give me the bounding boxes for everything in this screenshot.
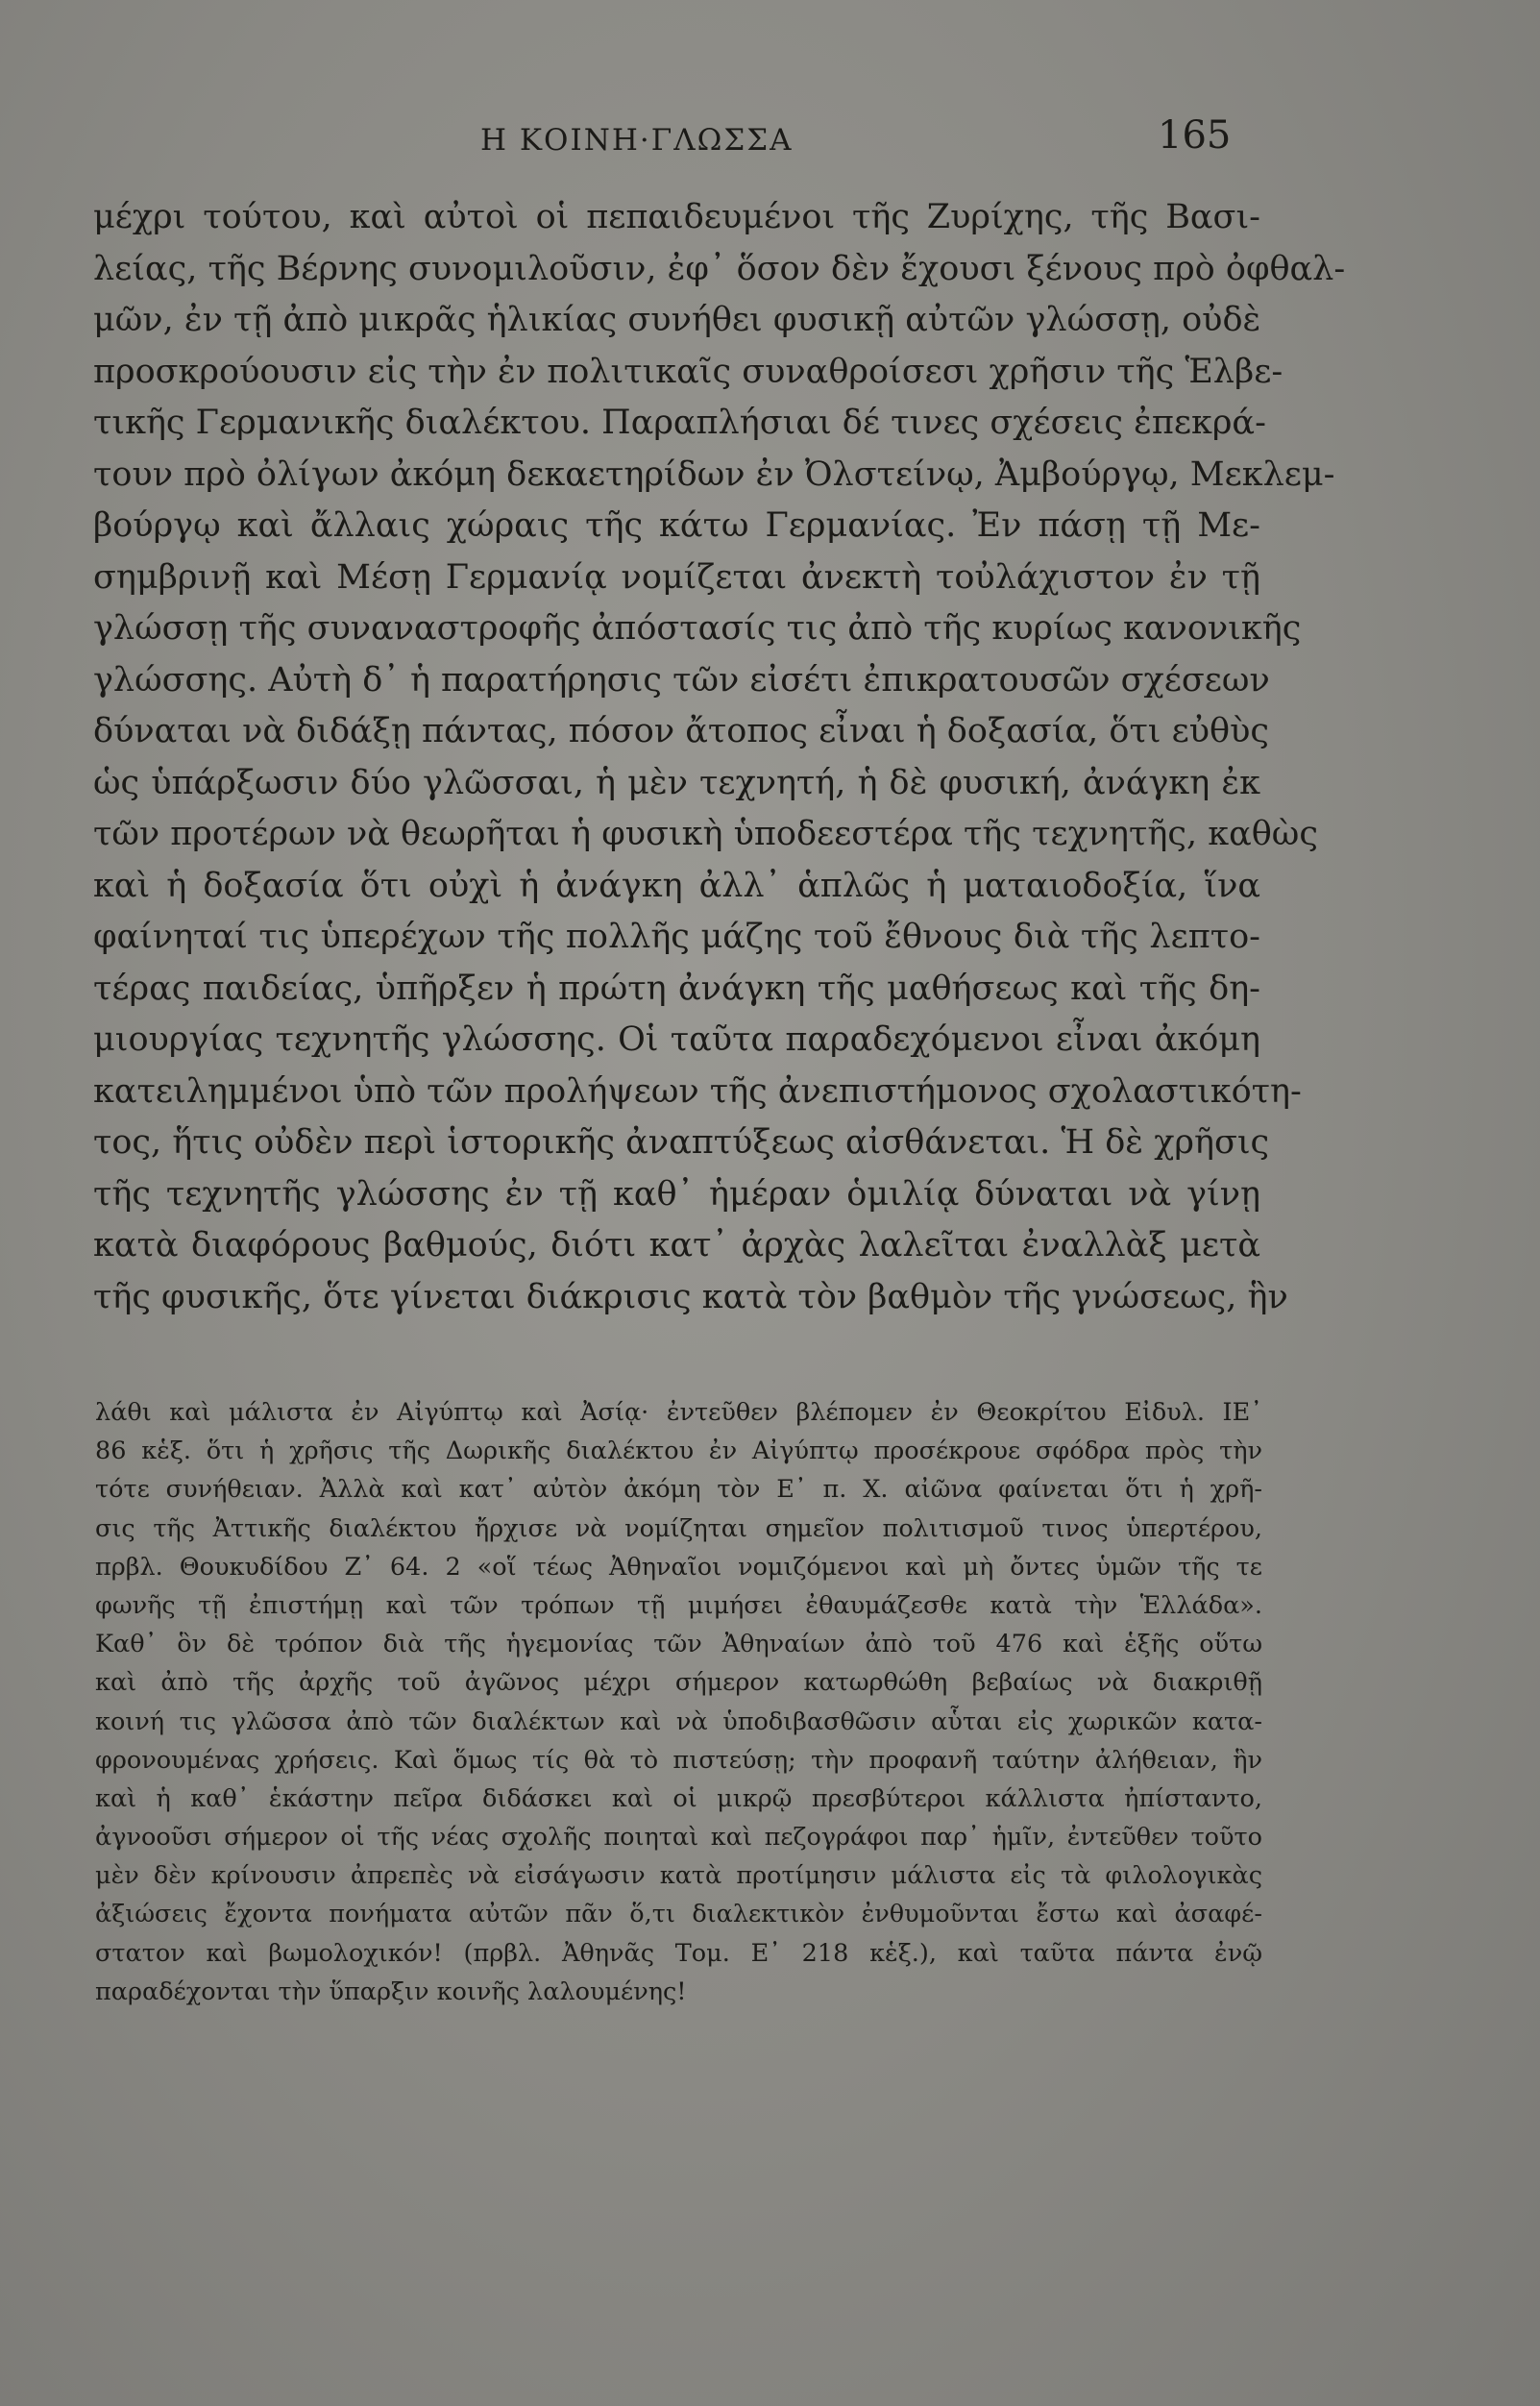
text-line: μιουργίας τεχνητῆς γλώσσης. Οἱ ταῦτα παραδεχόμενοι εἶναι ἀκόμη xyxy=(93,1020,1260,1059)
footnote-line: στατον καὶ βωμολοχικόν! (πρβλ. Ἀθηνᾶς Τομ. Ε᾿ 218 κἑξ.), καὶ ταῦτα πάντα ἐνῷ xyxy=(95,1938,1262,1968)
text-line: τουν πρὸ ὀλίγων ἀκόμη δεκαετηρίδων ἐν Ὀλστείνῳ, Ἀμβούργῳ, Μεκλεμ- xyxy=(93,454,1335,494)
text-line: τος, ἥτις οὐδὲν περὶ ἱστορικῆς ἀναπτύξεως αἰσθάνεται. Ἡ δὲ χρῆσις xyxy=(93,1123,1270,1162)
footnote-line: φρονουμένας χρήσεις. Καὶ ὅμως τίς θὰ τὸ πιστεύσῃ; τὴν προφανῆ ταύτην ἀλήθειαν, ἣν xyxy=(95,1745,1262,1775)
main-text xyxy=(93,192,1346,1323)
text-line: τέρας παιδείας, ὑπῆρξεν ἡ πρώτη ἀνάγκη τῆς μαθήσεως καὶ τῆς δη- xyxy=(93,969,1260,1008)
text-line: μῶν, ἐν τῇ ἀπὸ μικρᾶς ἡλικίας συνήθει φυσικῇ αὐτῶν γλώσσῃ, οὐδὲ xyxy=(93,301,1261,339)
footnote-line: ἀγνοοῦσι σήμερον οἱ τῆς νέας σχολῆς ποιηταὶ καὶ πεζογράφοι παρ᾿ ἡμῖν, ἐντεῦθεν τοῦτο xyxy=(95,1823,1262,1853)
text-line: σημβρινῇ καὶ Μέσῃ Γερμανίᾳ νομίζεται ἀνεκτὴ τοὐλάχιστον ἐν τῇ xyxy=(93,557,1260,597)
text-line: δύναται νὰ διδάξῃ πάντας, πόσον ἄτοπος εἶναι ἡ δοξασία, ὅτι εὐθὺς xyxy=(93,712,1270,750)
text-line: μέχρι τούτου, καὶ αὐτοὶ οἱ πεπαιδευμένοι τῆς Ζυρίχης, τῆς Βασι- xyxy=(93,198,1260,236)
text-line: ὡς ὑπάρξωσιν δύο γλῶσσαι, ἡ μὲν τεχνητή, ἡ δὲ φυσική, ἀνάγκη ἐκ xyxy=(93,763,1260,802)
text-line: βούργῳ καὶ ἄλλαις χώραις τῆς κάτω Γερμανίας. Ἐν πάσῃ τῇ Με- xyxy=(93,506,1260,545)
footnote-line: φωνῆς τῇ ἐπιστήμῃ καὶ τῶν τρόπων τῇ μιμήσει ἐθαυμάζεσθε κατὰ τὴν Ἑλλάδα». xyxy=(95,1590,1262,1620)
footnote-line: μὲν δὲν κρίνουσιν ἀπρεπὲς νὰ εἰσάγωσιν κατὰ προτίμησιν μάλιστα εἰς τὰ φιλολογικὰς xyxy=(95,1861,1262,1891)
text-line: καὶ ἡ δοξασία ὅτι οὐχὶ ἡ ἀνάγκη ἀλλ᾿ ἁπλῶς ἡ ματαιοδοξία, ἵνα xyxy=(93,866,1260,905)
text-line: φαίνηταί τις ὑπερέχων τῆς πολλῆς μάζης τοῦ ἔθνους διὰ τῆς λεπτο- xyxy=(93,918,1260,956)
running-header xyxy=(0,113,1540,171)
text-line: τῶν προτέρων νὰ θεωρῆται ἡ φυσικὴ ὑποδεεστέρα τῆς τεχνητῆς, καθὼς xyxy=(93,815,1318,853)
footnote-line: λάθι καὶ μάλιστα ἐν Αἰγύπτῳ καὶ Ἀσίᾳ· ἐντεῦθεν βλέπομεν ἐν Θεοκρίτου Εἰδυλ. ΙΕ᾿ xyxy=(95,1398,1262,1427)
footnote-line: σις τῆς Ἀττικῆς διαλέκτου ἤρχισε νὰ νομίζηται σημεῖον πολιτισμοῦ τινος ὑπερτέρου, xyxy=(95,1513,1262,1543)
footnote-line: ἀξιώσεις ἔχοντα πονήματα αὐτῶν πᾶν ὅ,τι διαλεκτικὸν ἐνθυμοῦνται ἔστω καὶ ἀσαφέ- xyxy=(95,1900,1262,1929)
page-number: 165 xyxy=(1158,113,1232,158)
footnotes xyxy=(95,1393,1262,2011)
text-line: τῆς τεχνητῆς γλώσσης ἐν τῇ καθ᾿ ἡμέραν ὁμιλίᾳ δύναται νὰ γίνῃ xyxy=(93,1174,1260,1214)
footnote-line: τότε συνήθειαν. Ἀλλὰ καὶ κατ᾿ αὐτὸν ἀκόμη τὸν Ε᾿ π. Χ. αἰῶνα φαίνεται ὅτι ἡ χρῆ- xyxy=(95,1475,1262,1505)
text-line: γλώσσῃ τῆς συναναστροφῆς ἀπόστασίς τις ἀπὸ τῆς κυρίως κανονικῆς xyxy=(93,609,1302,648)
footnote-line: 86 κἑξ. ὅτι ἡ χρῆσις τῆς Δωρικῆς διαλέκτου ἐν Αἰγύπτῳ προσέκρουε σφόδρα πρὸς τὴν xyxy=(95,1436,1262,1466)
footnote-line: παραδέχονται τὴν ὕπαρξιν κοινῆς λαλουμένης! xyxy=(95,1976,687,2006)
text-line: λείας, τῆς Βέρνης συνομιλοῦσιν, ἐφ᾿ ὅσον δὲν ἔχουσι ξένους πρὸ ὀφθαλ- xyxy=(93,249,1346,288)
footnote-line: πρβλ. Θουκυδίδου Ζ᾿ 64. 2 «οἵ τέως Ἀθηναῖοι νομιζόμενοι καὶ μὴ ὄντες ὑμῶν τῆς τε xyxy=(95,1552,1262,1582)
footnote-line: καὶ ἀπὸ τῆς ἀρχῆς τοῦ ἀγῶνος μέχρι σήμερον κατωρθώθη βεβαίως νὰ διακριθῇ xyxy=(95,1668,1262,1698)
running-title: Η ΚΟΙΝΗ·ΓΛΩΣΣΑ xyxy=(480,123,794,158)
text-line: κατὰ διαφόρους βαθμούς, διότι κατ᾿ ἀρχὰς λαλεῖται ἐναλλὰξ μετὰ xyxy=(93,1226,1260,1264)
text-line: τῆς φυσικῆς, ὅτε γίνεται διάκρισις κατὰ τὸν βαθμὸν τῆς γνώσεως, ἣν xyxy=(93,1277,1288,1316)
text-line: γλώσσης. Αὐτὴ δ᾿ ἡ παρατήρησις τῶν εἰσέτι ἐπικρατουσῶν σχέσεων xyxy=(93,660,1270,700)
footnote-line: κοινή τις γλῶσσα ἀπὸ τῶν διαλέκτων καὶ νὰ ὑποδιβασθῶσιν αὗται εἰς χωρικῶν κατα- xyxy=(95,1706,1262,1736)
text-line: τικῆς Γερμανικῆς διαλέκτου. Παραπλήσιαι δέ τινες σχέσεις ἐπεκρά- xyxy=(93,404,1266,442)
footnote-line: Καθ᾿ ὃν δὲ τρόπον διὰ τῆς ἡγεμονίας τῶν Ἀθηναίων ἀπὸ τοῦ 476 καὶ ἑξῆς οὕτω xyxy=(95,1630,1262,1659)
footnote-line: καὶ ἡ καθ᾿ ἑκάστην πεῖρα διδάσκει καὶ οἱ μικρῷ πρεσβύτεροι κάλλιστα ἠπίσταντο, xyxy=(95,1783,1262,1813)
text-line: προσκρούουσιν εἰς τὴν ἐν πολιτικαῖς συναθροίσεσι χρῆσιν τῆς Ἑλβε- xyxy=(93,352,1283,391)
text-line: κατειλημμένοι ὑπὸ τῶν προλήψεων τῆς ἀνεπιστήμονος σχολαστικότη- xyxy=(93,1071,1302,1111)
